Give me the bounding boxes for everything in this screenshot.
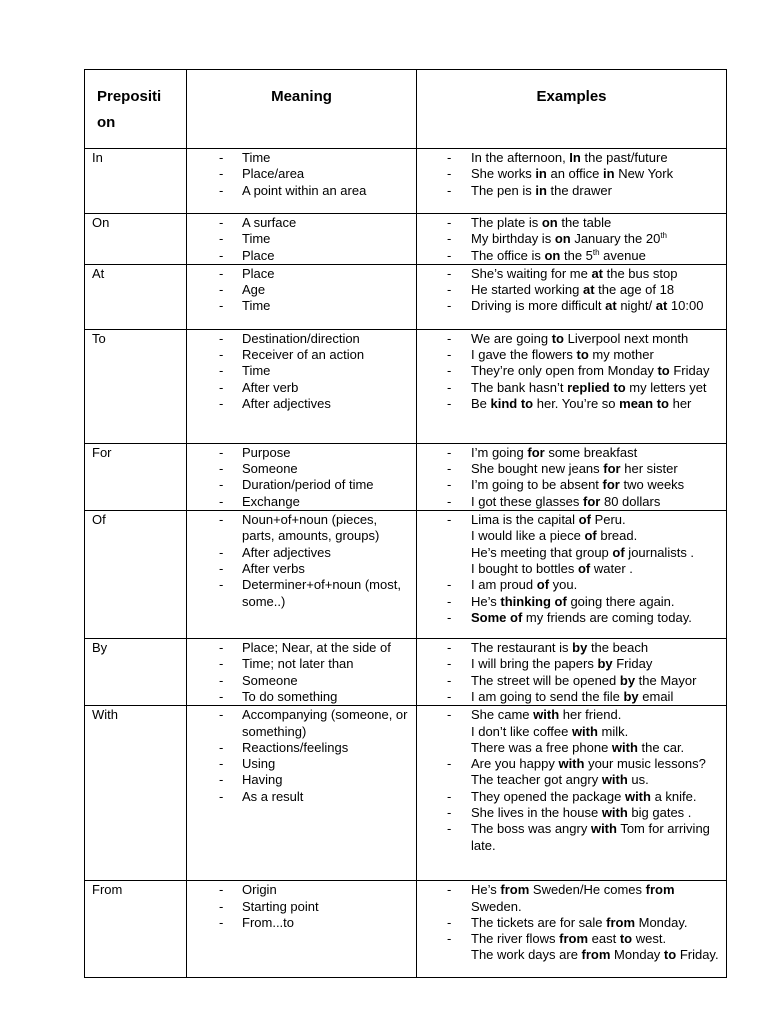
example-text: The office is bbox=[471, 247, 545, 263]
meaning-item: - Place bbox=[187, 266, 416, 282]
meaning-cell bbox=[187, 443, 417, 510]
ordinal-suffix: th bbox=[592, 247, 600, 257]
example-item bbox=[417, 528, 726, 544]
preposition-highlight: in bbox=[603, 166, 615, 182]
meaning-item: - Accompanying (someone, or something) bbox=[187, 707, 416, 740]
preposition-highlight: for bbox=[603, 461, 621, 477]
example-text: some breakfast bbox=[544, 444, 638, 460]
examples-cell bbox=[417, 214, 727, 265]
example-item bbox=[417, 363, 726, 379]
examples-cell bbox=[417, 881, 727, 978]
preposition-highlight: kind to bbox=[490, 396, 534, 412]
example-text: the bus stop bbox=[603, 265, 678, 281]
example-text: She lives in the house bbox=[471, 805, 602, 821]
table-row bbox=[85, 881, 727, 978]
example-text: He’s bbox=[471, 593, 501, 609]
example-text: Are you happy bbox=[471, 756, 559, 772]
meaning-list bbox=[187, 214, 416, 264]
preposition-highlight: Some of bbox=[471, 609, 523, 625]
examples-list bbox=[417, 214, 726, 264]
example-text: east bbox=[588, 931, 620, 947]
example-text: water . bbox=[590, 560, 633, 576]
example-text: New York bbox=[614, 166, 674, 182]
examples-list bbox=[417, 706, 726, 854]
preposition-cell: From bbox=[85, 881, 187, 978]
example-text: There was a free phone bbox=[471, 739, 612, 755]
examples-cell bbox=[417, 639, 727, 706]
meaning-cell bbox=[187, 329, 417, 443]
example-text: Lima is the capital bbox=[471, 512, 579, 528]
example-item bbox=[417, 915, 726, 931]
meaning-cell bbox=[187, 149, 417, 214]
preposition-highlight: in bbox=[535, 166, 547, 182]
example-item bbox=[417, 789, 726, 805]
example-text: January the 20 bbox=[570, 231, 661, 247]
preposition-highlight: by bbox=[572, 640, 588, 656]
meaning-item: - Place/area bbox=[187, 166, 416, 182]
example-text: Sweden. bbox=[471, 898, 522, 914]
example-item bbox=[417, 594, 726, 610]
preposition-highlight: at bbox=[583, 282, 595, 298]
examples-list bbox=[417, 265, 726, 315]
example-item bbox=[417, 282, 726, 298]
preposition-highlight: from bbox=[500, 882, 530, 898]
example-text: I’m going bbox=[471, 444, 528, 460]
table-row bbox=[85, 639, 727, 706]
example-text: two weeks bbox=[619, 477, 685, 493]
example-text: She came bbox=[471, 707, 534, 723]
meaning-cell bbox=[187, 706, 417, 881]
example-text: Monday. bbox=[635, 914, 688, 930]
meaning-list bbox=[187, 330, 416, 412]
meaning-item: - Having bbox=[187, 772, 416, 788]
example-text: the age of 18 bbox=[594, 282, 675, 298]
preposition-highlight: to bbox=[551, 330, 564, 346]
example-text: The bank hasn’t bbox=[471, 379, 568, 395]
example-text: Sweden/He comes bbox=[529, 882, 646, 898]
example-text: The tickets are for sale bbox=[471, 914, 607, 930]
example-text: the past/future bbox=[580, 150, 668, 165]
table-row bbox=[85, 264, 727, 329]
meaning-item: - Noun+of+noun (pieces, parts, amounts, groups) bbox=[187, 512, 416, 545]
example-text: my mother bbox=[588, 347, 654, 363]
example-item bbox=[417, 215, 726, 231]
example-text: The pen is bbox=[471, 182, 536, 198]
example-item bbox=[417, 183, 726, 199]
meaning-cell bbox=[187, 264, 417, 329]
example-item bbox=[417, 673, 726, 689]
example-text: an office bbox=[546, 166, 604, 182]
example-item bbox=[417, 266, 726, 282]
meaning-item: - Place bbox=[187, 248, 416, 264]
preposition-highlight: thinking of bbox=[500, 593, 567, 609]
example-text: Liverpool next month bbox=[563, 330, 689, 346]
example-text: Friday. bbox=[676, 947, 719, 963]
preposition-highlight: of bbox=[577, 560, 591, 576]
meaning-item: - Time bbox=[187, 363, 416, 379]
example-text: She’s waiting for me bbox=[471, 265, 592, 281]
example-item bbox=[417, 545, 726, 561]
meaning-item: - After verb bbox=[187, 380, 416, 396]
example-text: the 5 bbox=[560, 247, 593, 263]
example-text: the table bbox=[557, 215, 612, 230]
example-text: west. bbox=[632, 931, 667, 947]
meaning-cell bbox=[187, 214, 417, 265]
example-item bbox=[417, 494, 726, 510]
examples-cell bbox=[417, 511, 727, 639]
example-item bbox=[417, 756, 726, 772]
example-text: I bought to bottles bbox=[471, 560, 578, 576]
preposition-highlight: on bbox=[554, 231, 571, 247]
example-text: the beach bbox=[587, 640, 649, 656]
example-text: The work days are bbox=[471, 947, 582, 963]
preposition-highlight: for bbox=[583, 493, 601, 509]
preposition-highlight: at bbox=[655, 298, 668, 314]
example-item bbox=[417, 577, 726, 593]
example-text: The river flows bbox=[471, 931, 560, 947]
preposition-highlight: on bbox=[544, 247, 561, 263]
examples-cell bbox=[417, 706, 727, 881]
meaning-item: - Exchange bbox=[187, 494, 416, 510]
preposition-cell: At bbox=[85, 264, 187, 329]
example-text: I gave the flowers bbox=[471, 347, 577, 363]
example-item bbox=[417, 512, 726, 528]
examples-cell bbox=[417, 149, 727, 214]
preposition-highlight: in bbox=[535, 182, 547, 198]
meaning-cell bbox=[187, 511, 417, 639]
example-text: Tom for arriving late. bbox=[471, 821, 710, 853]
examples-list bbox=[417, 444, 726, 510]
example-item bbox=[417, 298, 726, 314]
preposition-cell: For bbox=[85, 443, 187, 510]
examples-cell bbox=[417, 329, 727, 443]
example-text: 80 dollars bbox=[600, 493, 661, 509]
example-item bbox=[417, 740, 726, 756]
meaning-item: - After adjectives bbox=[187, 396, 416, 412]
preposition-highlight: for bbox=[602, 477, 620, 493]
example-text: big gates . bbox=[627, 805, 692, 821]
example-text: I am going to send the file bbox=[471, 688, 624, 704]
preposition-cell: By bbox=[85, 639, 187, 706]
example-item bbox=[417, 166, 726, 182]
example-item bbox=[417, 882, 726, 915]
example-text: her bbox=[668, 396, 692, 412]
example-item bbox=[417, 461, 726, 477]
prepositions-table bbox=[84, 69, 727, 978]
meaning-list bbox=[187, 639, 416, 705]
example-text: He’s meeting that group bbox=[471, 544, 613, 560]
header-meaning: Meaning bbox=[187, 70, 417, 149]
example-item bbox=[417, 805, 726, 821]
example-text: I’m going to be absent bbox=[471, 477, 603, 493]
example-text: going there again. bbox=[566, 593, 675, 609]
example-text: The plate is bbox=[471, 215, 542, 230]
meaning-item: - Determiner+of+noun (most, some..) bbox=[187, 577, 416, 610]
example-text: The boss was angry bbox=[471, 821, 591, 837]
example-text: your music lessons? bbox=[584, 756, 706, 772]
examples-list bbox=[417, 149, 726, 199]
example-text: you. bbox=[549, 577, 578, 593]
example-text: I would like a piece bbox=[471, 528, 585, 544]
example-text: avenue bbox=[599, 247, 646, 263]
preposition-highlight: at bbox=[591, 265, 603, 281]
meaning-item: - A point within an area bbox=[187, 183, 416, 199]
preposition-highlight: to bbox=[619, 931, 633, 947]
example-text: I got these glasses bbox=[471, 493, 584, 509]
example-text: He started working bbox=[471, 282, 583, 298]
example-text: a knife. bbox=[650, 788, 697, 804]
table-row bbox=[85, 329, 727, 443]
examples-cell bbox=[417, 264, 727, 329]
preposition-highlight: from bbox=[581, 947, 611, 963]
meaning-item: - After verbs bbox=[187, 561, 416, 577]
meaning-item: - Using bbox=[187, 756, 416, 772]
preposition-highlight: with bbox=[624, 788, 651, 804]
preposition-highlight: by bbox=[619, 672, 636, 688]
meaning-item: - Receiver of an action bbox=[187, 347, 416, 363]
table-row bbox=[85, 706, 727, 881]
preposition-highlight: with bbox=[611, 739, 638, 755]
example-item bbox=[417, 610, 726, 626]
meaning-list bbox=[187, 265, 416, 315]
preposition-highlight: replied to bbox=[567, 379, 626, 395]
example-item bbox=[417, 396, 726, 412]
examples-list bbox=[417, 639, 726, 705]
example-text: I don’t like coffee bbox=[471, 723, 572, 739]
header-examples: Examples bbox=[417, 70, 727, 149]
meaning-cell bbox=[187, 639, 417, 706]
meaning-item: - Time bbox=[187, 298, 416, 314]
meaning-item: - Time bbox=[187, 231, 416, 247]
example-item bbox=[417, 231, 726, 247]
example-text: Friday bbox=[612, 656, 653, 672]
example-text: her sister bbox=[620, 461, 678, 477]
meaning-cell bbox=[187, 881, 417, 978]
preposition-highlight: with bbox=[601, 805, 628, 821]
table-body bbox=[85, 149, 727, 978]
example-text: Driving is more difficult bbox=[471, 298, 606, 314]
table-row bbox=[85, 443, 727, 510]
meaning-item: - As a result bbox=[187, 789, 416, 805]
example-text: the car. bbox=[637, 739, 685, 755]
header-row bbox=[85, 70, 727, 149]
meaning-item: - Time; not later than bbox=[187, 656, 416, 672]
meaning-item: - Origin bbox=[187, 882, 416, 898]
meaning-list bbox=[187, 149, 416, 199]
example-item bbox=[417, 150, 726, 166]
preposition-cell: Of bbox=[85, 511, 187, 639]
example-item bbox=[417, 331, 726, 347]
meaning-item: - From...to bbox=[187, 915, 416, 931]
example-item bbox=[417, 821, 726, 854]
table-row bbox=[85, 149, 727, 214]
example-item bbox=[417, 772, 726, 788]
meaning-item: - Place; Near, at the side of bbox=[187, 640, 416, 656]
meaning-item: - Age bbox=[187, 282, 416, 298]
header-preposition: Prepositi on bbox=[85, 70, 187, 149]
example-text: milk. bbox=[597, 723, 629, 739]
example-text: The restaurant is bbox=[471, 640, 573, 656]
example-item bbox=[417, 561, 726, 577]
example-text: us. bbox=[627, 772, 649, 788]
example-text: He’s bbox=[471, 882, 501, 898]
example-text: We are going bbox=[471, 330, 552, 346]
example-text: The teacher got angry bbox=[471, 772, 602, 788]
meaning-item: - A surface bbox=[187, 215, 416, 231]
meaning-item: - Time bbox=[187, 150, 416, 166]
example-text: My birthday is bbox=[471, 231, 555, 247]
preposition-highlight: from bbox=[645, 882, 675, 898]
preposition-highlight: with bbox=[533, 707, 560, 723]
preposition-cell: On bbox=[85, 214, 187, 265]
preposition-highlight: from bbox=[606, 914, 636, 930]
preposition-highlight: at bbox=[605, 298, 617, 314]
ordinal-suffix: th bbox=[660, 231, 667, 241]
preposition-highlight: mean to bbox=[619, 396, 669, 412]
example-item bbox=[417, 347, 726, 363]
table-row bbox=[85, 214, 727, 265]
example-text: I am proud bbox=[471, 577, 537, 593]
example-text: the Mayor bbox=[635, 672, 697, 688]
example-text: my letters yet bbox=[625, 379, 707, 395]
example-item bbox=[417, 380, 726, 396]
meaning-list bbox=[187, 444, 416, 510]
example-item bbox=[417, 947, 726, 963]
preposition-highlight: of bbox=[584, 528, 597, 544]
example-item bbox=[417, 248, 726, 264]
preposition-highlight: to bbox=[657, 363, 670, 379]
example-text: Be bbox=[471, 396, 491, 412]
preposition-cell: In bbox=[85, 149, 187, 214]
preposition-highlight: to bbox=[663, 947, 677, 963]
example-text: her. You’re so bbox=[533, 396, 620, 412]
example-text: Peru. bbox=[590, 512, 626, 528]
preposition-highlight: with bbox=[571, 723, 598, 739]
example-text: her friend. bbox=[559, 707, 622, 723]
meaning-item: - Reactions/feelings bbox=[187, 740, 416, 756]
example-item bbox=[417, 707, 726, 723]
example-item bbox=[417, 931, 726, 947]
examples-list bbox=[417, 511, 726, 626]
example-item bbox=[417, 445, 726, 461]
preposition-cell: To bbox=[85, 329, 187, 443]
preposition-highlight: of bbox=[578, 512, 591, 528]
meaning-item: - Purpose bbox=[187, 445, 416, 461]
preposition-highlight: from bbox=[559, 931, 589, 947]
example-text: She works bbox=[471, 166, 536, 182]
meaning-list bbox=[187, 881, 416, 931]
preposition-highlight: by bbox=[597, 656, 613, 672]
example-text: night/ bbox=[616, 298, 656, 314]
meaning-item: - Duration/period of time bbox=[187, 477, 416, 493]
preposition-highlight: of bbox=[536, 577, 550, 593]
preposition-highlight: with bbox=[601, 772, 628, 788]
example-text: bread. bbox=[596, 528, 638, 544]
example-text: In the afternoon, bbox=[471, 150, 570, 165]
meaning-item: - Someone bbox=[187, 461, 416, 477]
meaning-item: - To do something bbox=[187, 689, 416, 705]
preposition-highlight: with bbox=[558, 756, 585, 772]
example-item bbox=[417, 640, 726, 656]
examples-list bbox=[417, 330, 726, 412]
example-item bbox=[417, 477, 726, 493]
examples-cell bbox=[417, 443, 727, 510]
meaning-item: - Starting point bbox=[187, 899, 416, 915]
preposition-cell: With bbox=[85, 706, 187, 881]
example-text: the drawer bbox=[546, 182, 612, 198]
meaning-list bbox=[187, 706, 416, 805]
meaning-item: - Destination/direction bbox=[187, 331, 416, 347]
preposition-highlight: by bbox=[623, 688, 639, 704]
example-item bbox=[417, 689, 726, 705]
example-text: They’re only open from Monday bbox=[471, 363, 658, 379]
example-text: email bbox=[638, 688, 674, 704]
example-text: 10:00 bbox=[667, 298, 704, 314]
example-text: They opened the package bbox=[471, 788, 625, 804]
meaning-item: - Someone bbox=[187, 673, 416, 689]
example-item bbox=[417, 656, 726, 672]
example-text: journalists . bbox=[624, 544, 695, 560]
example-text: I will bring the papers bbox=[471, 656, 598, 672]
example-text: The street will be opened bbox=[471, 672, 620, 688]
preposition-highlight: In bbox=[569, 150, 581, 165]
preposition-highlight: for bbox=[527, 444, 545, 460]
preposition-highlight: to bbox=[576, 347, 589, 363]
example-text: Friday bbox=[669, 363, 710, 379]
table-row bbox=[85, 511, 727, 639]
preposition-highlight: of bbox=[612, 544, 625, 560]
example-text: my friends are coming today. bbox=[522, 609, 692, 625]
preposition-highlight: with bbox=[590, 821, 617, 837]
meaning-item: - After adjectives bbox=[187, 545, 416, 561]
example-item bbox=[417, 724, 726, 740]
examples-list bbox=[417, 881, 726, 963]
preposition-highlight: on bbox=[541, 215, 558, 230]
example-text: She bought new jeans bbox=[471, 461, 604, 477]
meaning-list bbox=[187, 511, 416, 610]
example-text: Monday bbox=[610, 947, 664, 963]
